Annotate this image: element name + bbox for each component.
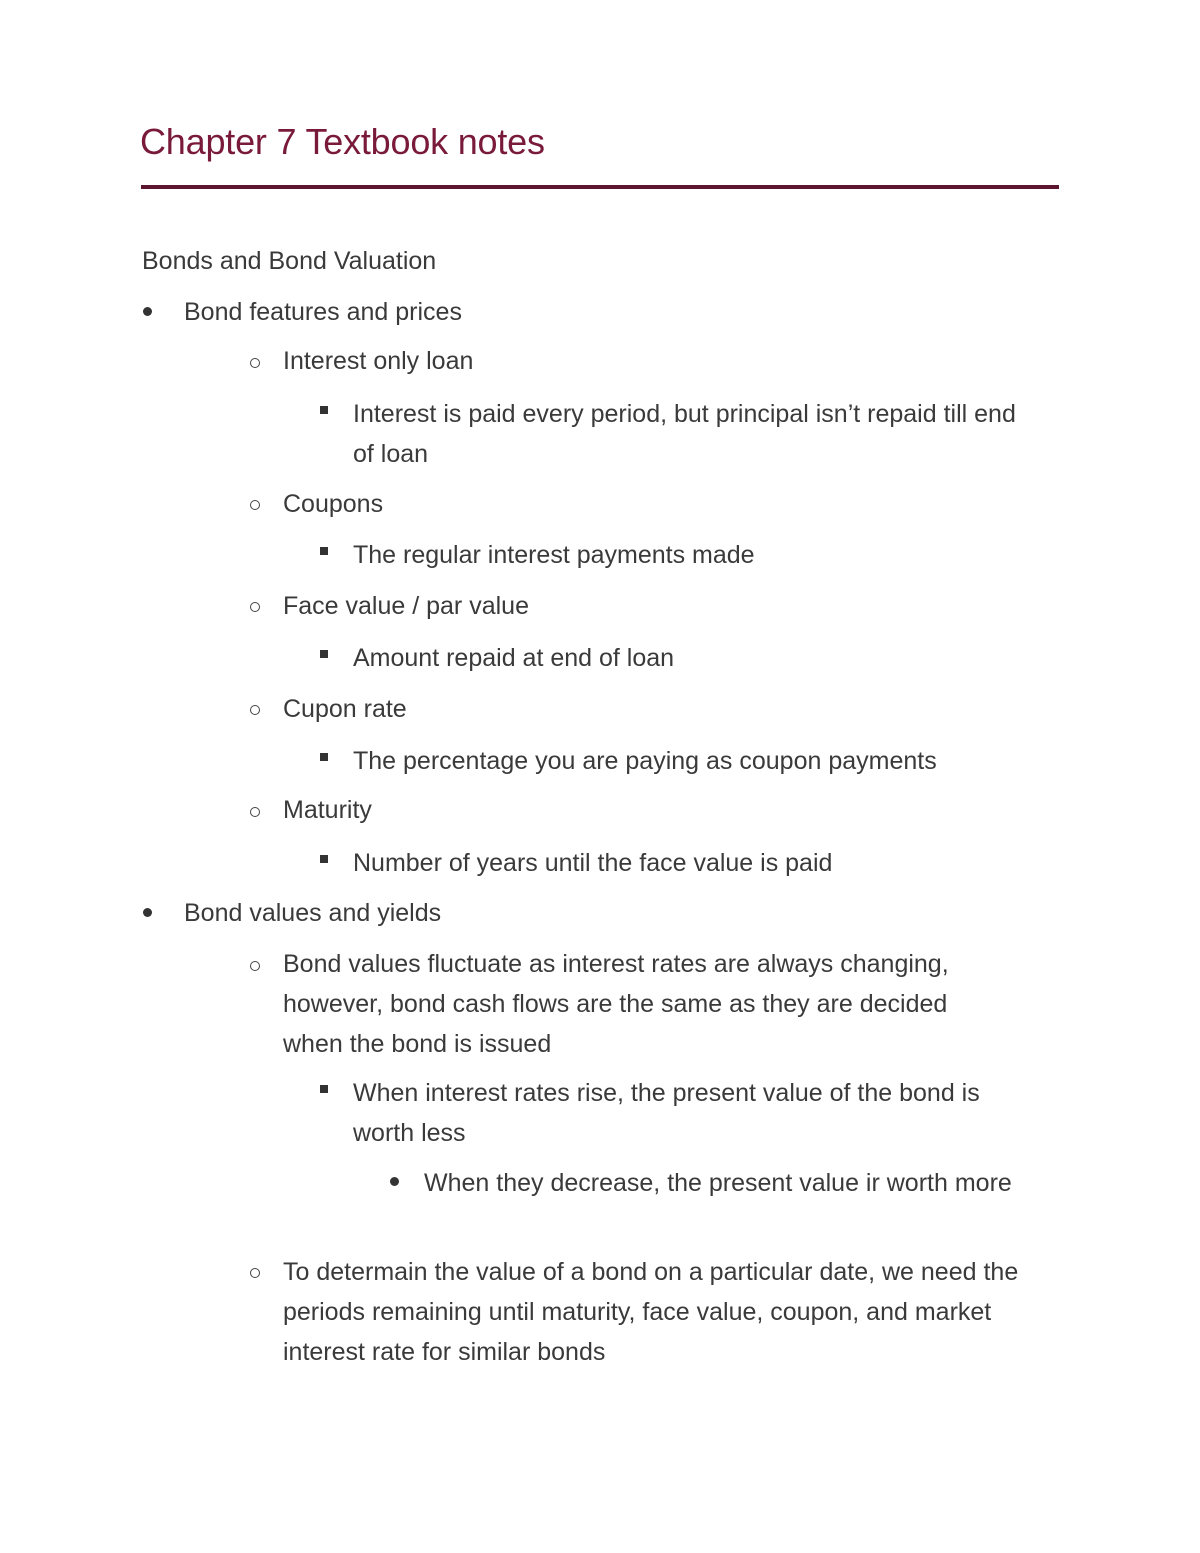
bullet-circle-icon: [250, 500, 260, 510]
bullet-dot-icon: [143, 908, 152, 917]
page-title: Chapter 7 Textbook notes: [140, 121, 545, 162]
bullet-square-icon: [320, 547, 328, 555]
bullet-circle-icon: [250, 705, 260, 715]
bullet-circle-icon: [250, 358, 260, 368]
bullet-square-icon: [320, 753, 328, 761]
bullet-circle-icon: [250, 961, 260, 971]
list-item-level-3: When interest rates rise, the present value of the bond is worth less: [353, 1079, 980, 1147]
list-item-level-2: Cupon rate: [283, 695, 407, 723]
list-item-level-2: Face value / par value: [283, 592, 529, 620]
list-item-level-3: The percentage you are paying as coupon payments: [353, 747, 937, 775]
list-item-level-3: The regular interest payments made: [353, 541, 755, 569]
bullet-circle-icon: [250, 807, 260, 817]
list-item-level-2: Bond values fluctuate as interest rates are always changing, however, bond cash flows are the same as they are decided when the bond is issued: [283, 950, 949, 1058]
bullet-circle-icon: [250, 1268, 260, 1278]
list-item-level-1: Bond values and yields: [184, 899, 442, 927]
list-item-level-2: Maturity: [283, 796, 372, 824]
bullet-square-icon: [320, 406, 328, 414]
bullet-square-icon: [320, 1085, 328, 1093]
bullet-circle-icon: [250, 602, 260, 612]
list-item-level-2: To determain the value of a bond on a particular date, we need the periods remaining until maturity, face value, coupon, and market interest rate for similar bonds: [283, 1258, 1019, 1366]
list-item-level-1: Bond features and prices: [184, 298, 462, 326]
bullet-square-icon: [320, 855, 328, 863]
list-item-level-3: Number of years until the face value is paid: [353, 849, 833, 877]
bullet-square-icon: [320, 650, 328, 658]
list-item-level-2: Coupons: [283, 490, 384, 518]
title-divider: [141, 185, 1059, 189]
section-heading: Bonds and Bond Valuation: [142, 247, 437, 275]
bullet-dot-icon: [143, 307, 152, 316]
list-item-level-3: Interest is paid every period, but principal isn’t repaid till end of loan: [353, 400, 1016, 468]
bullet-dot-icon: [390, 1177, 399, 1186]
list-item-level-3: Amount repaid at end of loan: [353, 644, 675, 672]
list-item-level-2: Interest only loan: [283, 347, 474, 375]
list-item-level-4: When they decrease, the present value ir worth more: [424, 1169, 1012, 1197]
